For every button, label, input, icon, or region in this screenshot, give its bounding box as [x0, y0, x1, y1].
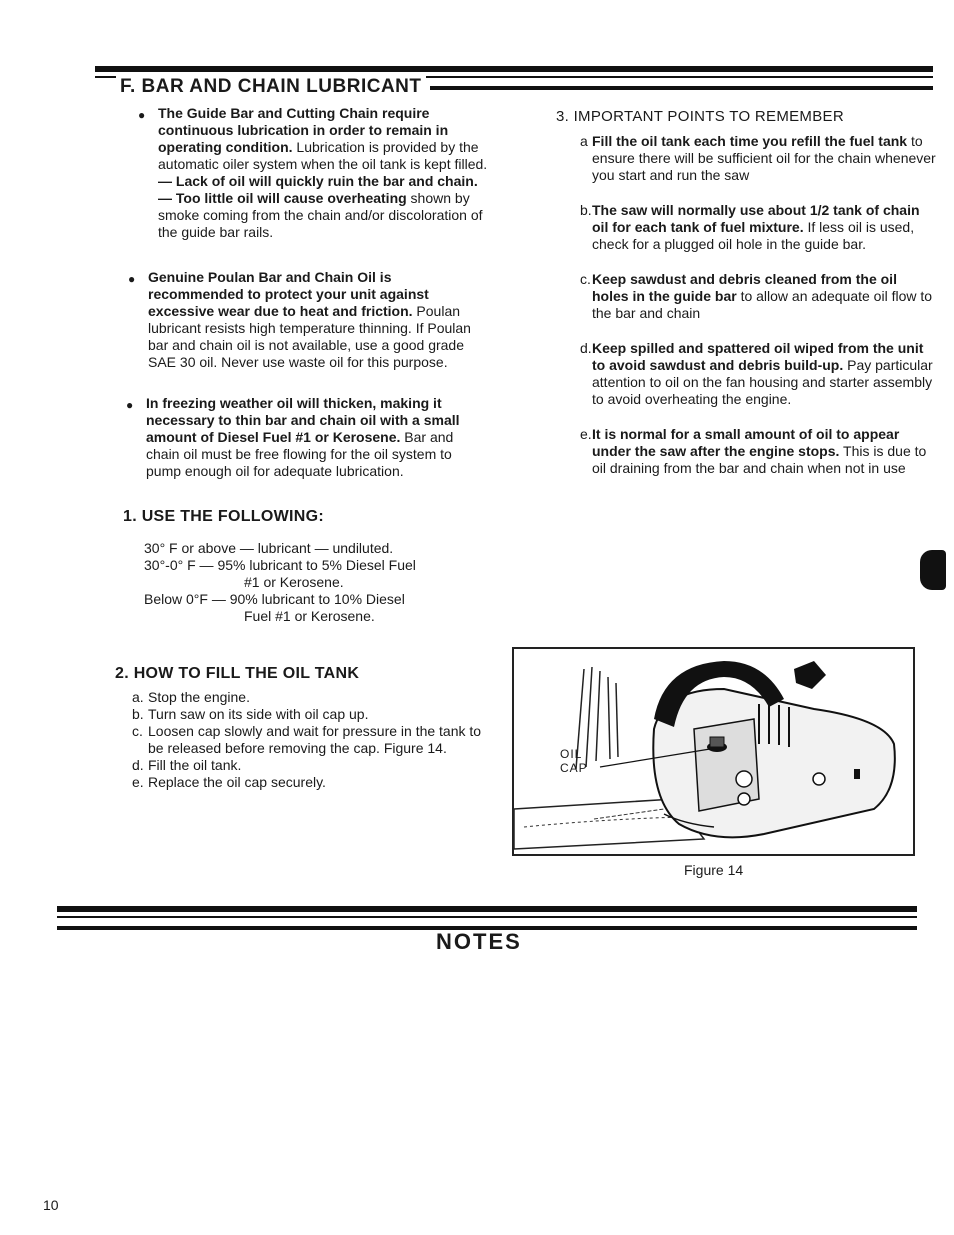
dash-line-too-little: [158, 190, 490, 241]
bullet-bold-text: The Guide Bar and Cutting Chain require continuous lubrication in order to remain in operating condition.: [158, 105, 449, 155]
important-points-heading: 3. IMPORTANT POINTS TO REMEMBER: [556, 108, 844, 125]
fill-step-text: Turn saw on its side with oil cap up.: [148, 706, 369, 722]
notes-rule-thick: [57, 906, 917, 912]
fill-step-label: a.: [132, 689, 144, 705]
notes-rule-thin: [57, 916, 917, 918]
fill-step-label: e.: [132, 774, 144, 790]
page-edge-tab-mark: [920, 550, 946, 590]
callout-line-1: OIL: [560, 747, 583, 761]
point-body-text: If less oil is used, check for a plugged oil hole in the guide bar.: [592, 219, 915, 252]
left-column: [115, 105, 490, 791]
fill-step-text: Loosen cap slowly and wait for pressure in the tank to be released before removing the cap. Figure 14.: [148, 723, 482, 756]
point-body-text: to ensure there will be sufficient oil for the chain whenever you start and run the saw: [592, 133, 936, 183]
fill-step-text: Replace the oil cap securely.: [148, 774, 326, 790]
important-point: [556, 426, 936, 477]
top-rule-lower: [430, 86, 933, 90]
dash-bold-text: — Too little oil will cause overheating: [158, 190, 407, 206]
page-number: 10: [43, 1197, 59, 1213]
notes-title: NOTES: [436, 929, 522, 954]
fill-step: [132, 706, 490, 723]
use-line-3: Below 0°F — 90% lubricant to 10% Diesel: [144, 591, 405, 607]
use-line-3b: Fuel #1 or Kerosene.: [244, 608, 375, 624]
bullet-body-text: Bar and chain oil must be free flowing for the oil system to pump enough oil for adequate lubrication.: [146, 429, 454, 479]
figure-14-illustration: [512, 647, 915, 856]
point-label: a: [580, 133, 588, 149]
use-line-2: 30°-0° F — 95% lubricant to 5% Diesel Fuel: [144, 557, 416, 573]
fill-step-label: c.: [132, 723, 143, 739]
fill-step: [132, 774, 490, 791]
oil-cap-callout: [560, 747, 588, 775]
fill-step-label: b.: [132, 706, 144, 722]
point-body-text: This is due to oil draining from the bar and chain when not in use: [592, 443, 927, 476]
point-body-text: Pay particular attention to oil on the fan housing and starter assembly to avoid overheating the engine.: [592, 357, 933, 407]
bullet-bold-text: In freezing weather oil will thicken, making it necessary to thin bar and chain oil with a small amount of Diesel Fuel #1 or Kerosene.: [146, 395, 460, 445]
callout-line-2: CAP: [560, 761, 588, 775]
figure-caption: Figure 14: [684, 862, 744, 878]
right-column: [556, 108, 936, 477]
fill-step-text: Fill the oil tank.: [148, 757, 242, 773]
important-point: [556, 340, 936, 408]
section-title: F. BAR AND CHAIN LUBRICANT: [116, 76, 426, 98]
bullet-dot-icon: ●: [138, 108, 146, 122]
bullet-body-text: Poulan lubricant resists high temperature thinning. If Poulan bar and chain oil is not available, use a good grade SAE 30 oil. Never use waste oil for this purpose.: [148, 303, 471, 370]
point-bold-text: Fill the oil tank each time you refill the fuel tank: [592, 133, 908, 149]
bullet-bold-text: Genuine Poulan Bar and Chain Oil is recommended to protect your unit against excessive wear due to heat and friction.: [148, 269, 429, 319]
fill-step-text: Stop the engine.: [148, 689, 250, 705]
dash-body-text: shown by smoke coming from the chain and/or discoloration of the guide bar rails.: [158, 190, 483, 240]
use-following-list: [144, 540, 490, 625]
use-line-1: 30° F or above — lubricant — undiluted.: [144, 540, 394, 556]
use-line-2b: #1 or Kerosene.: [244, 574, 344, 590]
important-point: [556, 133, 936, 184]
dash-line-lack-oil: — Lack of oil will quickly ruin the bar and chain.: [158, 173, 478, 189]
fill-tank-list: [132, 689, 490, 791]
point-label: b.: [580, 202, 592, 218]
point-bold-text: Keep sawdust and debris cleaned from the oil holes in the guide bar: [592, 271, 897, 304]
point-body-text: to allow an adequate oil flow to the bar and chain: [592, 288, 933, 321]
fill-step-label: d.: [132, 757, 144, 773]
bullet-genuine-oil: [110, 269, 490, 371]
point-label: d.: [580, 340, 592, 356]
point-bold-text: It is normal for a small amount of oil to appear under the saw after the engine stops.: [592, 426, 900, 459]
important-point: [556, 202, 936, 253]
point-label: c.: [580, 271, 591, 287]
top-rule-thick: [95, 66, 933, 72]
fill-tank-heading: 2. HOW TO FILL THE OIL TANK: [115, 665, 360, 682]
use-following-heading: 1. USE THE FOLLOWING:: [123, 508, 324, 525]
fill-step: [132, 723, 490, 757]
bullet-dot-icon: ●: [128, 272, 136, 286]
fill-step: [132, 757, 490, 774]
bullet-freezing-weather: [108, 395, 490, 480]
bullet-dot-icon: ●: [126, 398, 134, 412]
fill-step: [132, 689, 490, 706]
point-label: e.: [580, 426, 592, 442]
bullet-body-text: Lubrication is provided by the automatic oiler system when the oil tank is kept filled.: [158, 139, 488, 172]
bullet-guide-bar: [120, 105, 490, 241]
important-point: [556, 271, 936, 322]
point-bold-text: Keep spilled and spattered oil wiped from the unit to avoid sawdust and debris build-up.: [592, 340, 924, 373]
point-bold-text: The saw will normally use about 1/2 tank of chain oil for each tank of fuel mixture.: [592, 202, 920, 235]
